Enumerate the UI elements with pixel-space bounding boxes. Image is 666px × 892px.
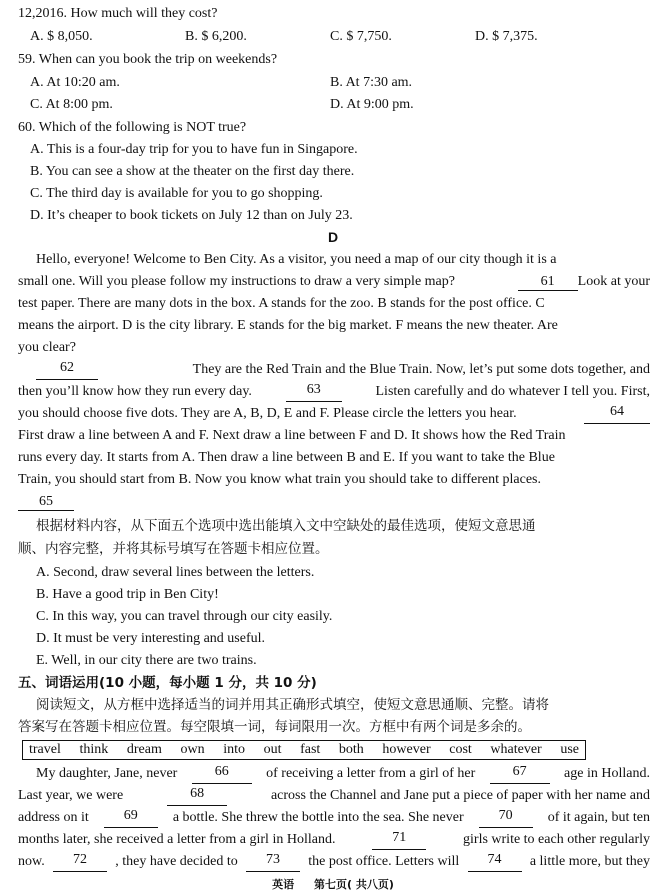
word-use: use bbox=[560, 742, 579, 757]
q60-option-d: D. It’s cheaper to book tickets on July 12 than on July 23. bbox=[30, 208, 353, 223]
option-e: E. Well, in our city there are two trains. bbox=[36, 653, 257, 668]
passage-text: months later, she received a letter from a girl in Holland. bbox=[18, 832, 336, 847]
section-5-instruction: 阅读短文，从方框中选择适当的词并用其正确形式填空，使短文意思通顺、完整。请将 bbox=[36, 697, 549, 713]
passage-text: a little more, but they bbox=[529, 854, 650, 869]
passage-text: a bottle. She threw the bottle into the sea. She never bbox=[172, 810, 464, 825]
word-however: however bbox=[382, 742, 431, 757]
option-c: C. In this way, you can travel through our city easily. bbox=[36, 609, 333, 624]
word-box bbox=[22, 740, 586, 760]
option-b: B. Have a good trip in Ben City! bbox=[36, 587, 219, 602]
q58-option-a: A. $ 8,050. bbox=[30, 29, 93, 44]
passage-text: First draw a line between A and F. Next draw a line between F and D. It shows how the Red Train bbox=[18, 428, 566, 443]
blank-71[interactable]: 71 bbox=[372, 830, 426, 850]
passage-text: test paper. There are many dots in the box. A stands for the zoo. B stands for the post office. C bbox=[18, 296, 545, 311]
passage-text: now. bbox=[18, 854, 45, 869]
passage-text: means the airport. D is the city library. E stands for the big market. F means the new theater. Are bbox=[18, 318, 558, 333]
word-into: into bbox=[223, 742, 245, 757]
section-d-instruction: 根据材料内容，从下面五个选项中选出能填入文中空缺处的最佳选项，使短文意思通 bbox=[36, 518, 536, 534]
option-a: A. Second, draw several lines between the letters. bbox=[36, 565, 315, 580]
q60-option-a: A. This is a four-day trip for you to have fun in Singapore. bbox=[30, 142, 358, 157]
passage-5-line bbox=[18, 852, 650, 872]
section-d-instruction: 顺、内容完整，并将其标号填写在答题卡相应位置。 bbox=[18, 541, 329, 557]
blank-68[interactable]: 68 bbox=[167, 786, 227, 806]
q58-option-c: C. $ 7,750. bbox=[330, 29, 392, 44]
passage-text: runs every day. It starts from A. Then draw a line between B and E. If you want to take the Blue bbox=[18, 450, 555, 465]
blank-69[interactable]: 69 bbox=[104, 808, 158, 828]
q58-option-b: B. $ 6,200. bbox=[185, 29, 247, 44]
blank-72[interactable]: 72 bbox=[53, 852, 107, 872]
section-5-heading: 五、词语运用(10 小题，每小题 1 分，共 10 分) bbox=[18, 675, 317, 691]
blank-70[interactable]: 70 bbox=[479, 808, 533, 828]
passage-d-line bbox=[18, 470, 650, 490]
word-out: out bbox=[263, 742, 282, 757]
blank-61[interactable]: 61 bbox=[518, 274, 578, 291]
passage-5-line bbox=[18, 808, 650, 828]
passage-text: of receiving a letter from a girl of her bbox=[266, 766, 476, 781]
word-whatever: whatever bbox=[490, 742, 542, 757]
passage-d-line bbox=[18, 272, 650, 292]
passage-d-line bbox=[18, 492, 650, 512]
blank-66[interactable]: 66 bbox=[192, 764, 252, 784]
passage-d-line bbox=[18, 338, 650, 358]
passage-text: you should choose five dots. They are A, B, D, E and F. Please circle the letters you hear. bbox=[18, 406, 517, 421]
blank-62[interactable]: 62 bbox=[36, 360, 98, 380]
passage-d-line bbox=[18, 426, 650, 446]
option-d: D. It must be very interesting and useful. bbox=[36, 631, 266, 646]
passage-text: age in Holland. bbox=[564, 766, 650, 781]
q60-stem: 60. Which of the following is NOT true? bbox=[18, 120, 247, 135]
word-own: own bbox=[180, 742, 205, 757]
passage-text: Listen carefully and do whatever I tell you. First, bbox=[375, 384, 650, 399]
passage-5-line bbox=[18, 786, 650, 806]
q58-option-d: D. $ 7,375. bbox=[475, 29, 538, 44]
passage-text: address on it bbox=[18, 810, 89, 825]
section-d-heading: D bbox=[327, 229, 339, 245]
word-dream: dream bbox=[126, 742, 162, 757]
passage-text: They are the Red Train and the Blue Train. Now, let’s put some dots together, and bbox=[192, 362, 650, 377]
passage-5-line bbox=[36, 764, 650, 784]
word-travel: travel bbox=[29, 742, 61, 757]
passage-text: Hello, everyone! Welcome to Ben City. As a visitor, you need a map of our city though it is a bbox=[36, 252, 557, 267]
blank-67[interactable]: 67 bbox=[490, 764, 550, 784]
passage-text: of it again, but ten bbox=[547, 810, 650, 825]
passage-text: Train, you should start from B. Now you know what train you should take to different places. bbox=[18, 472, 541, 487]
passage-d-line bbox=[18, 404, 650, 424]
passage-d-line bbox=[18, 360, 650, 380]
blank-63[interactable]: 63 bbox=[286, 382, 342, 402]
word-fast: fast bbox=[300, 742, 321, 757]
q58-stem: 12,2016. How much will they cost? bbox=[18, 6, 218, 21]
q59-stem: 59. When can you book the trip on weekends? bbox=[18, 52, 278, 67]
passage-text: Last year, we were bbox=[18, 788, 124, 803]
passage-d-line bbox=[36, 250, 650, 270]
footer-page-number: 第七页( 共八页) bbox=[313, 878, 394, 891]
page-footer bbox=[0, 876, 666, 892]
passage-text: across the Channel and Jane put a piece of paper with her name and bbox=[270, 788, 650, 803]
passage-5-line bbox=[18, 830, 650, 850]
section-5-instruction: 答案写在答题卡相应位置。每空限填一词，每词限用一次。方框中有两个词是多余的。 bbox=[18, 719, 531, 735]
passage-d-line bbox=[18, 448, 650, 468]
passage-text: small one. Will you please follow my instructions to draw a very simple map? bbox=[18, 274, 455, 289]
q60-option-c: C. The third day is available for you to go shopping. bbox=[30, 186, 323, 201]
passage-text: Look at your bbox=[577, 274, 650, 289]
passage-d-line bbox=[18, 382, 650, 402]
passage-d-line bbox=[18, 294, 650, 314]
blank-64[interactable]: 64 bbox=[584, 404, 650, 424]
passage-text: , they have decided to bbox=[115, 854, 238, 869]
word-cost: cost bbox=[449, 742, 472, 757]
q59-option-a: A. At 10:20 am. bbox=[30, 75, 120, 90]
passage-text: girls write to each other regularly bbox=[463, 832, 650, 847]
word-think: think bbox=[79, 742, 109, 757]
blank-65[interactable]: 65 bbox=[18, 494, 74, 511]
passage-text: you clear? bbox=[18, 340, 76, 355]
q59-option-b: B. At 7:30 am. bbox=[330, 75, 413, 90]
blank-73[interactable]: 73 bbox=[246, 852, 300, 872]
q60-option-b: B. You can see a show at the theater on the first day there. bbox=[30, 164, 355, 179]
passage-text: My daughter, Jane, never bbox=[36, 766, 178, 781]
word-both: both bbox=[338, 742, 364, 757]
footer-subject: 英语 bbox=[272, 878, 295, 891]
q59-option-c: C. At 8:00 pm. bbox=[30, 97, 113, 112]
blank-74[interactable]: 74 bbox=[468, 852, 522, 872]
q59-option-d: D. At 9:00 pm. bbox=[330, 97, 414, 112]
passage-text: the post office. Letters will bbox=[308, 854, 460, 869]
passage-text: then you’ll know how they run every day. bbox=[18, 384, 252, 399]
passage-d-line bbox=[18, 316, 650, 336]
